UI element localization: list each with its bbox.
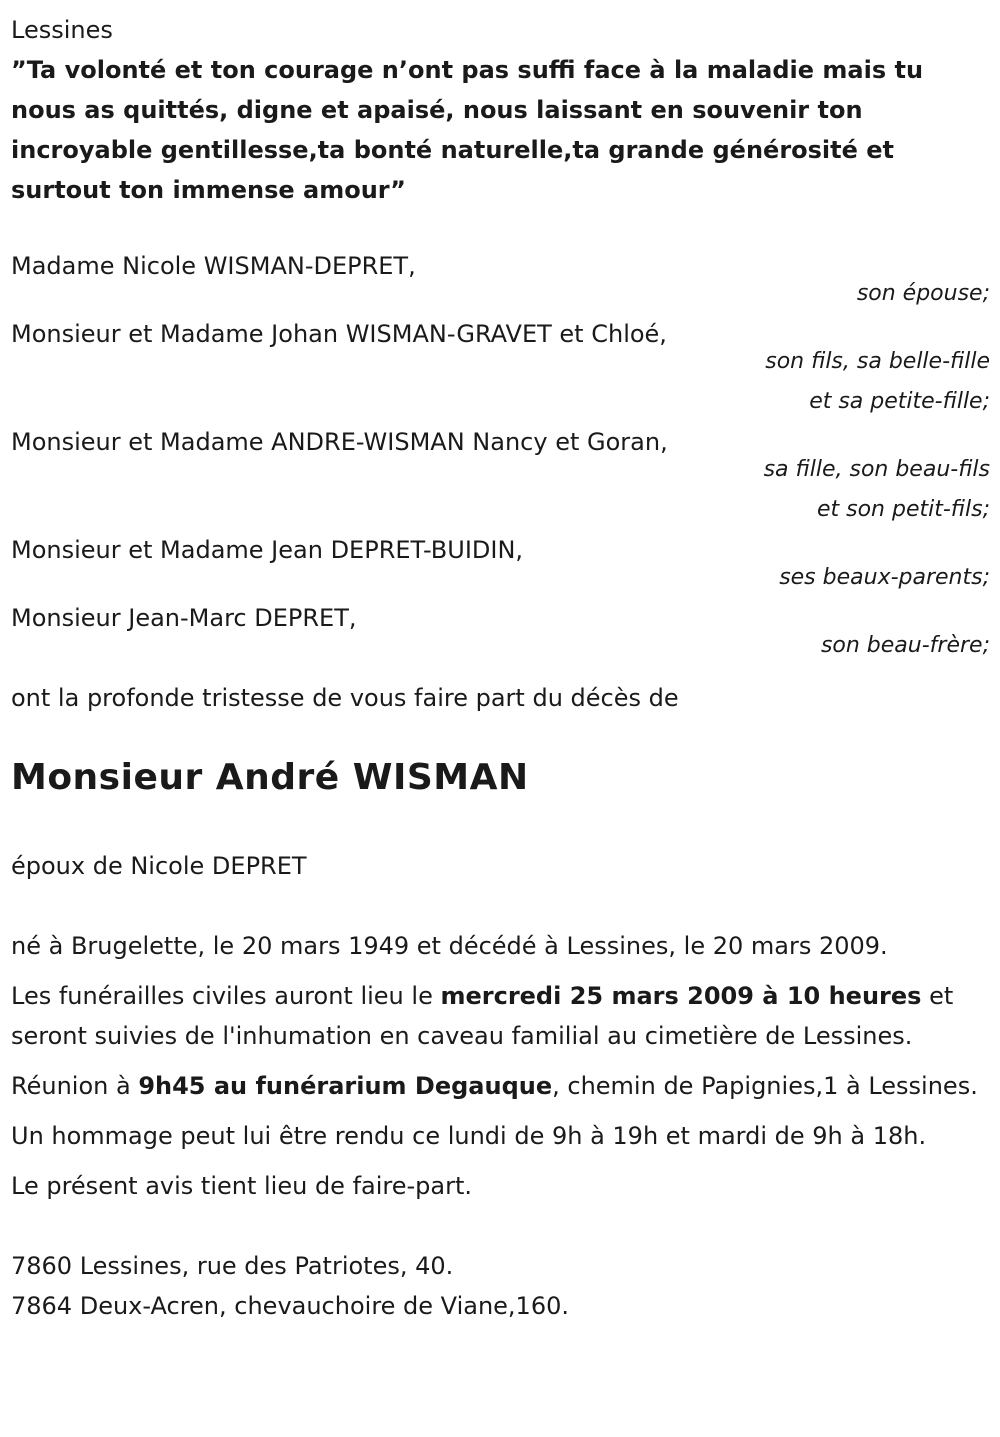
family-member-relation: [11, 342, 990, 422]
family-member-name: Madame Nicole WISMAN-DEPRET,: [11, 252, 416, 280]
family-member: [11, 534, 990, 598]
family-member: [11, 426, 990, 530]
meeting-details: [11, 1066, 990, 1106]
memorial-quote: ”Ta volonté et ton courage n’ont pas suffi face à la maladie mais tu nous as quittés, digne et apaisé, nous laissant en souvenir ton incroyable gentillesse,ta bonté naturelle,ta grande générosité et surtout ton immense amour”: [11, 56, 924, 204]
family-member: [11, 318, 990, 422]
family-member: [11, 602, 990, 666]
family-member-name: Monsieur Jean-Marc DEPRET,: [11, 604, 357, 632]
spouse-line: époux de Nicole DEPRET: [11, 852, 307, 880]
relation-line: et sa petite-fille;: [809, 389, 990, 414]
address-line: 7864 Deux-Acren, chevauchoire de Viane,160.: [11, 1292, 569, 1320]
relation-line: sa fille, son beau-fils: [763, 457, 990, 482]
funeral-date: mercredi 25 mars 2009 à 10 heures: [440, 982, 922, 1010]
family-member-name: Monsieur et Madame Jean DEPRET-BUIDIN,: [11, 536, 524, 564]
family-member: [11, 250, 990, 314]
family-list: [11, 250, 990, 666]
notice-line: Le présent avis tient lieu de faire-part.: [11, 1172, 473, 1200]
funeral-text-start: Les funérailles civiles auront lieu le: [11, 982, 441, 1010]
deceased-name: Monsieur André WISMAN: [11, 757, 529, 798]
funeral-details: [11, 976, 990, 1056]
relation-line: son épouse;: [856, 281, 990, 306]
funeral-text-end: et seront suivies de l'inhumation en caveau familial au cimetière de Lessines.: [11, 982, 954, 1050]
city-heading: Lessines: [11, 16, 113, 44]
meeting-text-start: Réunion à: [11, 1072, 139, 1100]
meeting-text-end: , chemin de Papignies,1 à Lessines.: [552, 1072, 978, 1100]
birth-death-dates: né à Brugelette, le 20 mars 1949 et décédé à Lessines, le 20 mars 2009.: [11, 932, 888, 960]
family-member-name: Monsieur et Madame ANDRE-WISMAN Nancy et Goran,: [11, 428, 668, 456]
family-member-name: Monsieur et Madame Johan WISMAN-GRAVET et Chloé,: [11, 320, 667, 348]
announcement-intro: ont la profonde tristesse de vous faire part du décès de: [11, 684, 679, 712]
relation-line: son beau-frère;: [820, 633, 990, 658]
address-list: [11, 1246, 990, 1326]
tribute-hours: Un hommage peut lui être rendu ce lundi de 9h à 19h et mardi de 9h à 18h.: [11, 1122, 927, 1150]
address-line: 7860 Lessines, rue des Patriotes, 40.: [11, 1252, 454, 1280]
family-member-relation: [11, 450, 990, 530]
relation-line: et son petit-fils;: [816, 497, 990, 522]
meeting-place: 9h45 au funérarium Degauque: [138, 1072, 553, 1100]
relation-line: ses beaux-parents;: [779, 565, 990, 590]
relation-line: son fils, sa belle-fille: [765, 349, 990, 374]
